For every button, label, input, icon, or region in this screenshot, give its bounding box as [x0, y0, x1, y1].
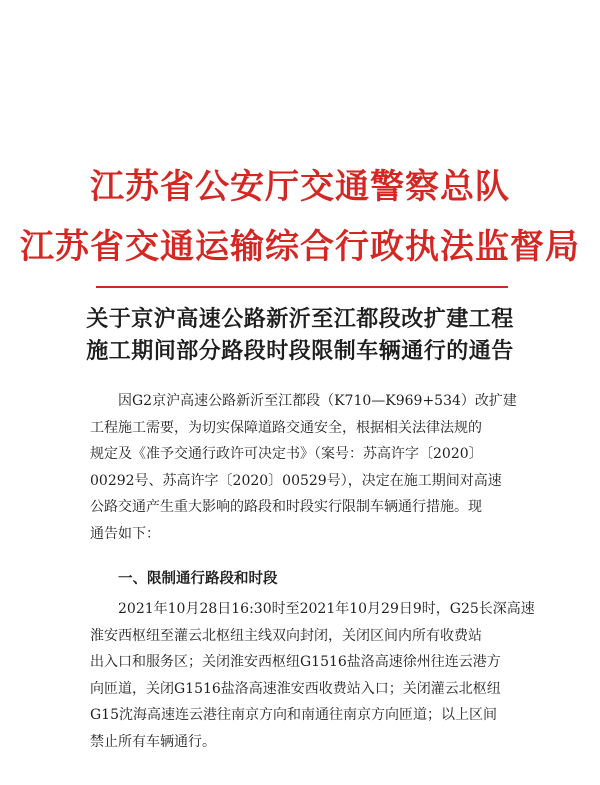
section-heading: 一、限制通行路段和时段: [118, 570, 278, 587]
restriction-line: 2021年10月28日16:30时至2021年10月29日9时，G25长深高速: [118, 601, 535, 617]
intro-line: 公路交通产生重大影响的路段和时段实行限制车辆通行措施。现: [90, 499, 482, 515]
restriction-line: 出入口和服务区；关闭淮安西枢纽G1516盐洛高速徐州往连云港方: [90, 654, 501, 670]
restriction-paragraph: [90, 596, 542, 755]
restriction-line: G15沈海高速连云港往南京方向和南通往南京方向匝道；以上区间: [90, 707, 497, 723]
document-title-line-2: 施工期间部分路段时段限制车辆通行的通告: [86, 338, 514, 364]
intro-line: 通告如下：: [90, 525, 160, 542]
restriction-line: 淮安西枢纽至灌云北枢纽主线双向封闭，关闭区间内所有收费站: [90, 627, 482, 644]
intro-line: 规定及《准予交通行政许可决定书》（案号：苏高许字〔2020〕: [90, 446, 483, 462]
issuing-org-police: 江苏省公安厅交通警察总队: [90, 167, 510, 207]
restriction-line: 向匝道，关闭G1516盐洛高速淮安西收费站入口；关闭灌云北枢纽: [90, 680, 501, 697]
intro-line: 因G2京沪高速公路新沂至江都段（K710—K969+534）改扩建: [118, 393, 517, 409]
document-title-line-1: 关于京沪高速公路新沂至江都段改扩建工程: [86, 306, 514, 332]
red-divider: [96, 286, 508, 288]
issuing-org-transport: 江苏省交通运输综合行政执法监督局: [20, 227, 580, 267]
intro-line: 00292号、苏高许字〔2020〕00529号），决定在施工期间对高速: [90, 472, 502, 489]
restriction-line: 禁止所有车辆通行。: [90, 733, 216, 750]
intro-line: 工程施工需要，为切实保障道路交通安全，根据相关法律法规的: [90, 419, 482, 436]
intro-paragraph: [90, 388, 542, 547]
